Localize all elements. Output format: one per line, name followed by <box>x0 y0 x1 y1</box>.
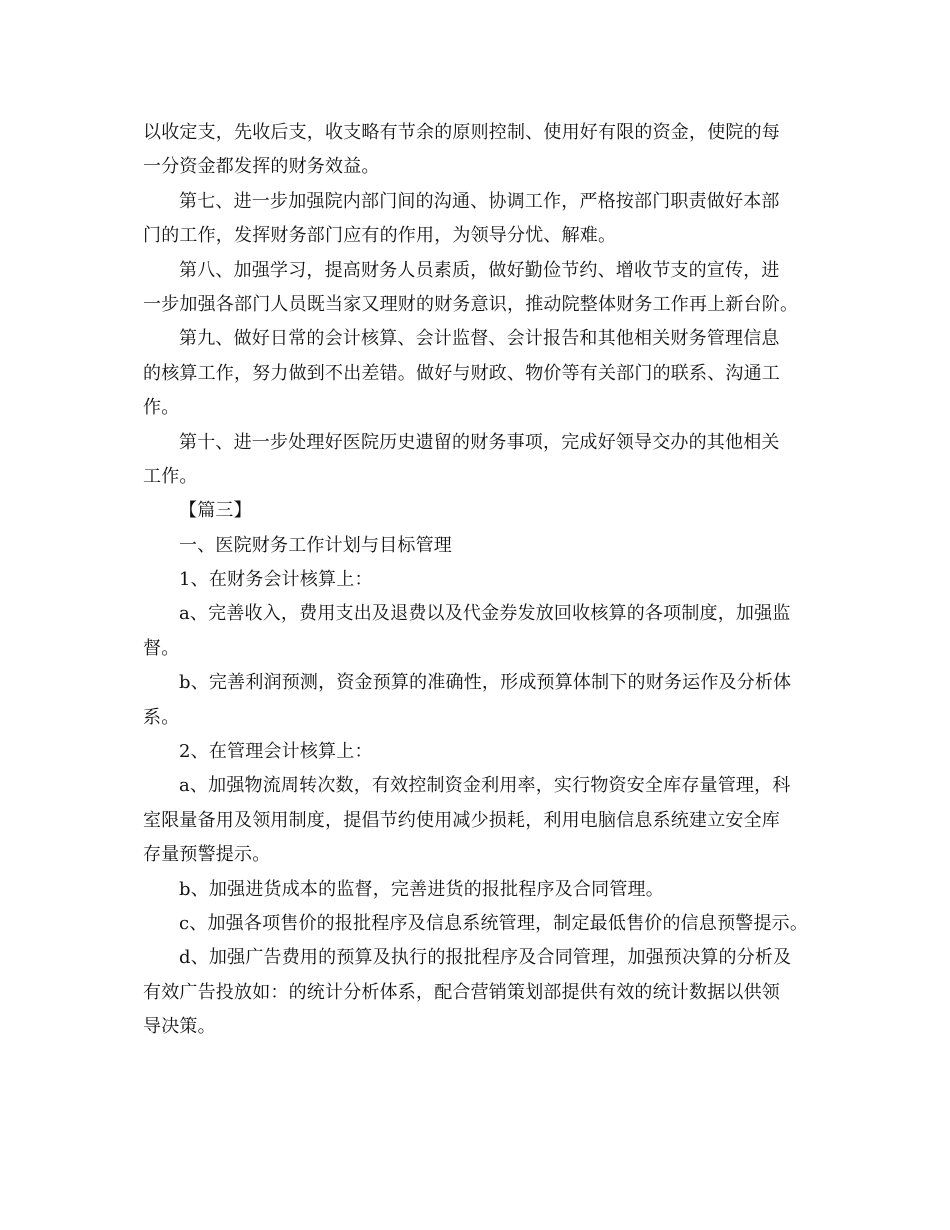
text-line: 工作。 <box>143 465 198 487</box>
text-line: 一步加强各部门人员既当家又理财的财务意识，推动院整体财务工作再上新台阶。 <box>143 293 799 315</box>
text-line: 第十、进一步处理好医院历史遗留的财务事项，完成好领导交办的其他相关 <box>179 431 780 453</box>
text-line: 第九、做好日常的会计核算、会计监督、会计报告和其他相关财务管理信息 <box>179 328 780 350</box>
text-line: 一、医院财务工作计划与目标管理 <box>179 534 452 556</box>
text-line: a、加强物流周转次数，有效控制资金利用率，实行物资安全库存量管理，科 <box>179 775 791 797</box>
text-line: 第八、加强学习，提高财务人员素质，做好勤俭节约、增收节支的宣传，进 <box>179 259 780 281</box>
text-line: 室限量备用及领用制度，提倡节约使用减少损耗，利用电脑信息系统建立安全库 <box>143 809 780 831</box>
text-line: 有效广告投放如：的统计分析体系，配合营销策划部提供有效的统计数据以供领 <box>143 981 780 1003</box>
text-line: 的核算工作，努力做到不出差错。做好与财政、物价等有关部门的联系、沟通工 <box>143 362 780 384</box>
text-line: 督。 <box>143 637 180 659</box>
text-line: c、加强各项售价的报批程序及信息系统管理，制定最低售价的信息预警提示。 <box>179 912 809 934</box>
text-line: 门的工作，发挥财务部门应有的作用，为领导分忧、解难。 <box>143 225 617 247</box>
text-line: a、完善收入，费用支出及退费以及代金券发放回收核算的各项制度，加强监 <box>179 603 791 625</box>
text-line: 一分资金都发挥的财务效益。 <box>143 156 380 178</box>
text-line: 导决策。 <box>143 1016 216 1038</box>
text-line: 以收定支，先收后支，收支略有节余的原则控制、使用好有限的资金，使院的每 <box>143 122 780 143</box>
text-line: b、加强进货成本的监督，完善进货的报批程序及合同管理。 <box>179 878 664 900</box>
text-line: 第七、进一步加强院内部门间的沟通、协调工作，严格按部门职责做好本部 <box>179 190 780 212</box>
text-line: 2、在管理会计核算上： <box>179 741 373 763</box>
text-line: b、完善利润预测，资金预算的准确性，形成预算体制下的财务运作及分析体 <box>179 672 792 694</box>
text-line: 系。 <box>143 706 180 728</box>
text-line: 作。 <box>143 397 180 419</box>
text-line: 1、在财务会计核算上： <box>179 569 373 591</box>
document-body <box>143 116 833 1045</box>
text-line: d、加强广告费用的预算及执行的报批程序及合同管理，加强预决算的分析及 <box>179 947 792 969</box>
text-line: 【篇三】 <box>179 500 252 522</box>
text-line: 存量预警提示。 <box>143 844 271 866</box>
